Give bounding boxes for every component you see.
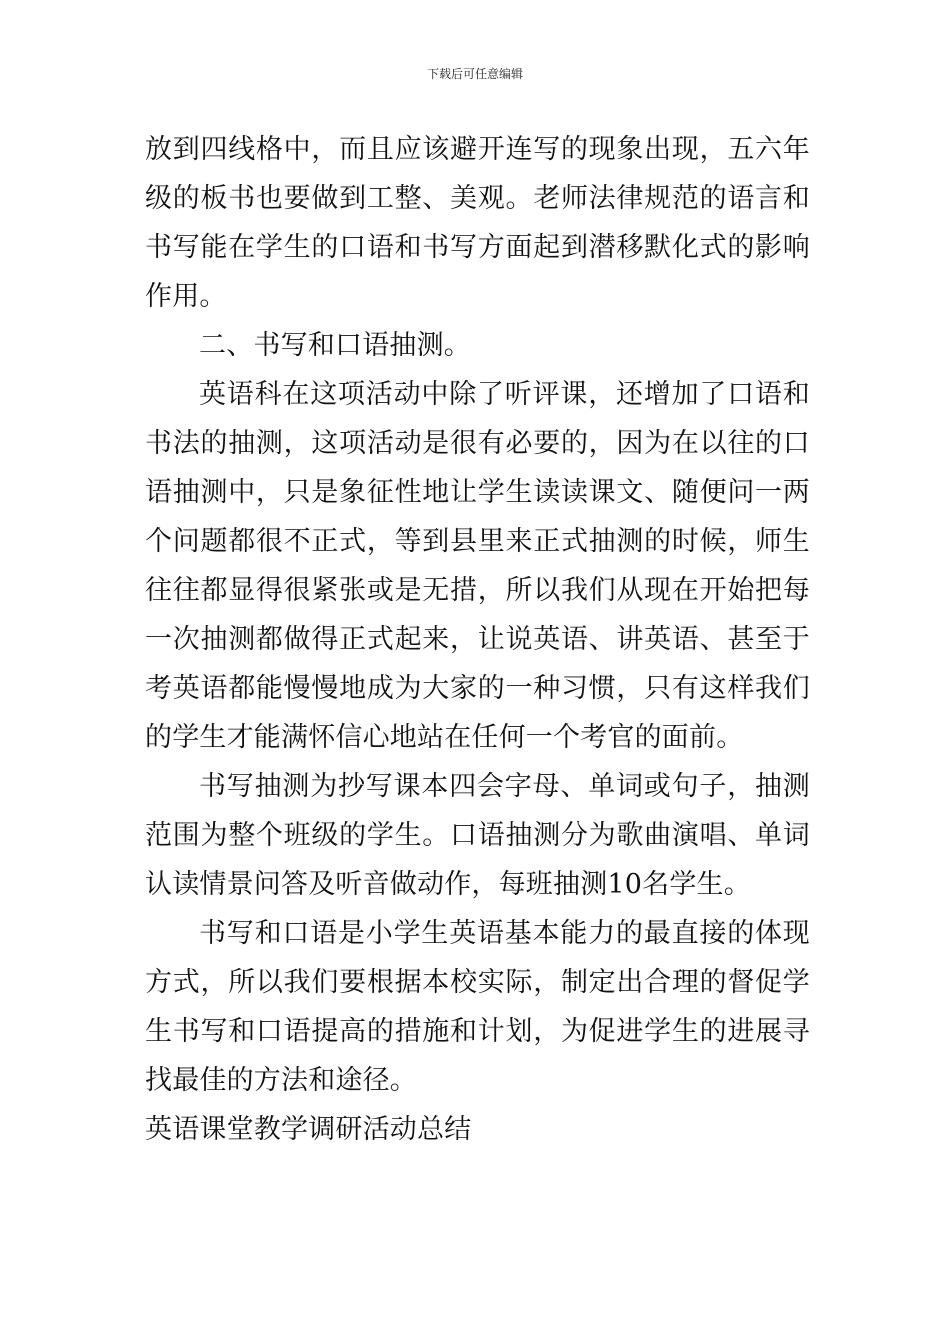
document-body <box>145 125 810 1154</box>
paragraph-english-activity: 英语科在这项活动中除了听评课，还增加了口语和书法的抽测，这项活动是很有必要的，因为在以往的口语抽测中，只是象征性地让学生读读课文、随便问一两个问题都很不正式，等到县里来正式抽测的时候，师生往往都显得很紧张或是无措，所以我们从现在开始把每一次抽测都做得正式起来，让说英语、讲英语、甚至于考英语都能慢慢地成为大家的一种习惯，只有这样我们的学生才能满怀信心地站在任何一个考官的面前。 <box>145 379 810 753</box>
closing-document-title: 英语课堂教学调研活动总结 <box>145 1114 472 1145</box>
paragraph-test-details: 书写抽测为抄写课本四会字母、单词或句子，抽测范围为整个班级的学生。口语抽测分为歌曲演唱、单词认读情景问答及听音做动作，每班抽测10名学生。 <box>145 771 810 900</box>
paragraph-conclusion: 书写和口语是小学生英语基本能力的最直接的体现方式，所以我们要根据本校实际，制定出合理的督促学生书写和口语提高的措施和计划，为促进学生的进展寻找最佳的方法和途径。 <box>145 918 810 1096</box>
page-header-note: 下载后可任意编辑 <box>426 67 523 81</box>
section-heading-writing-speaking-test: 二、书写和口语抽测。 <box>199 330 471 361</box>
paragraph-continuation: 放到四线格中，而且应该避开连写的现象出现，五六年级的板书也要做到工整、美观。老师法律规范的语言和书写能在学生的口语和书写方面起到潜移默化式的影响作用。 <box>145 134 810 312</box>
